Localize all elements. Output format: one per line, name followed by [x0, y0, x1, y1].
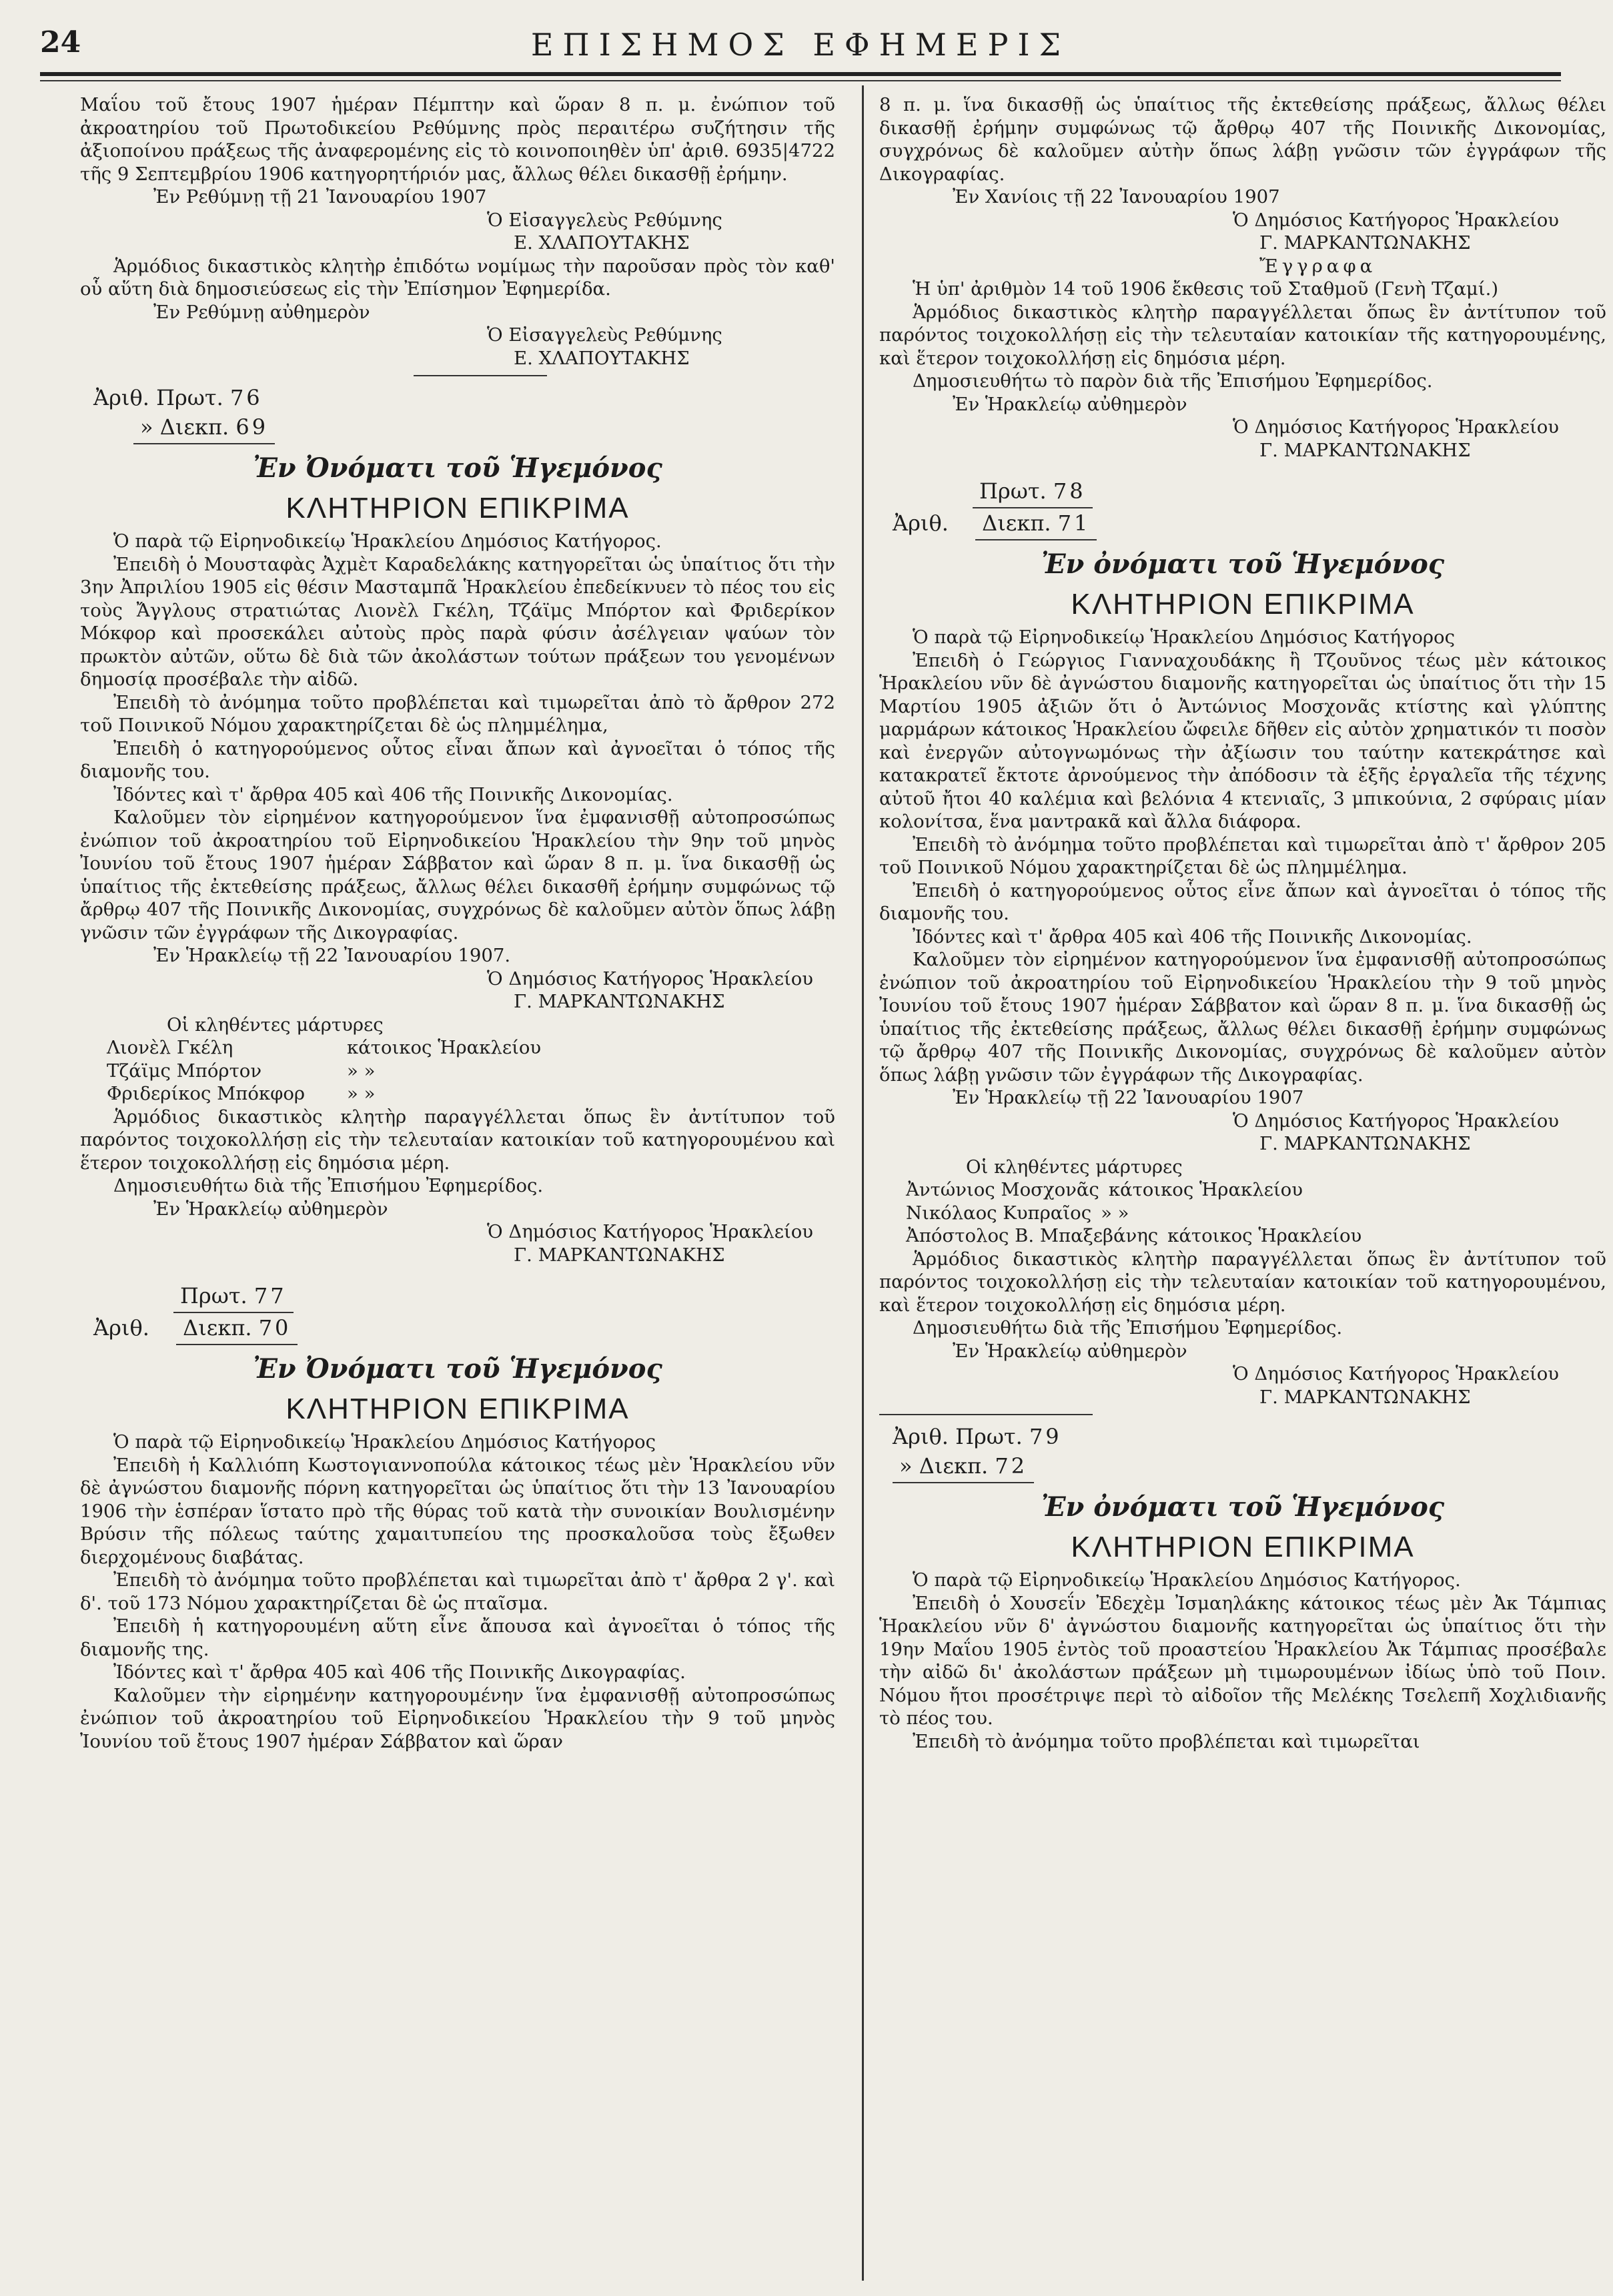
paragraph: Καλοῦμεν τὴν εἰρημένην κατηγορουμένην ἵνα ἐμφανισθῇ αὐτοπροσώπως ἐνώπιον τοῦ ἀκροατηρίου τοῦ Εἰρηνοδικείου Ἡρακλείου τὴν 9 τοῦ μηνὸς Ἰουνίου τοῦ ἔτους 1907 ἡμέραν Σάββατον καὶ ὥραν: [80, 1684, 835, 1752]
left-column: [80, 93, 835, 1753]
witness-row: [80, 1060, 835, 1083]
signature-name: Γ. ΜΑΡΚΑΝΤΩΝΑΚΗΣ: [1259, 1133, 1471, 1154]
date-line: Ἐν Ἡρακλείῳ αὐθημερὸν: [953, 393, 1187, 415]
signature-title: Ὁ Δημόσιος Κατήγορος Ἡρακλείου: [1233, 416, 1559, 438]
date-line: Ἐν Χανίοις τῇ 22 Ἰανουαρίου 1907: [953, 186, 1280, 208]
signature-title: Ὁ Δημόσιος Κατήγορος Ἡρακλείου: [1233, 209, 1559, 231]
signature-title: Ὁ Δημόσιος Κατήγορος Ἡρακλείου: [1233, 1363, 1559, 1385]
date-line: Ἐν Ἡρακλείῳ τῇ 22 Ἰανουαρίου 1907: [953, 1087, 1304, 1108]
witness-residence: » »: [347, 1060, 376, 1082]
reference-numbers: [893, 1422, 1606, 1483]
ref-diekp-label: » Διεκπ.: [899, 1453, 989, 1479]
ref-prot-label: Πρωτ.: [180, 1283, 247, 1308]
paragraph: Μαΐου τοῦ ἔτους 1907 ἡμέραν Πέμπτην καὶ ὥραν 8 π. μ. ἐνώπιον τοῦ ἀκροατηρίου τοῦ Πρωτοδικείου Ρεθύμνης πρὸς περαιτέρω συζήτησιν τῆς ἀξιοποίνου πράξεως τῆς ἀναφερομένης εἰς τὸ κοινοποιηθὲν ὑπ' ἀριθ. 6935|4722 τῆς 9 Σεπτεμβρίου 1906 κατηγορητήριόν μας, ἄλλως θέλει δικασθῇ ἐρήμην.: [80, 94, 835, 185]
ref-diekp-value: 71: [1057, 510, 1091, 536]
ref-diekp-value: 72: [995, 1453, 1028, 1479]
signature-name: Γ. ΜΑΡΚΑΝΤΩΝΑΚΗΣ: [1259, 232, 1471, 254]
document-heading: ΚΛΗΤΗΡΙΟΝ ΕΠΙΚΡΙΜΑ: [286, 1393, 630, 1425]
header-rule: [40, 72, 1561, 76]
witness-residence: κάτοικος Ἡρακλείου: [1167, 1225, 1362, 1246]
paragraph: Ὁ παρὰ τῷ Εἰρηνοδικείῳ Ἡρακλείου Δημόσιος Κατήγορος.: [113, 530, 662, 552]
reference-numbers: [893, 476, 1606, 540]
ref-diekp-label: Διεκπ.: [982, 510, 1051, 536]
document-heading: ΚΛΗΤΗΡΙΟΝ ΕΠΙΚΡΙΜΑ: [286, 492, 630, 524]
date-line: Ἐν Ρεθύμνῃ αὐθημερὸν: [153, 301, 370, 323]
invocation: Ἐν Ὀνόματι τοῦ Ἡγεμόνος: [253, 1353, 662, 1385]
section-rule: [879, 1414, 1093, 1415]
ref-prot-label: Πρωτ.: [979, 478, 1047, 504]
paragraph: Ἐπειδὴ τὸ ἀνόμημα τοῦτο προβλέπεται καὶ τιμωρεῖται ἀπὸ τ' ἄρθρον 205 τοῦ Ποινικοῦ Νόμου χαρακτηρίζεται δὲ ὡς πλημμέλημα.: [879, 833, 1606, 878]
ref-diekp-label: Διεκπ.: [183, 1315, 252, 1341]
paragraph: Ὁ παρὰ τῷ Εἰρηνοδικείῳ Ἡρακλείου Δημόσιος Κατήγορος.: [913, 1569, 1461, 1591]
ref-arith-label: Ἀριθ.: [893, 510, 949, 536]
paragraph: Ὁ παρὰ τῷ Εἰρηνοδικείῳ Ἡρακλείου Δημόσιος Κατήγορος: [913, 627, 1455, 648]
paragraph: 8 π. μ. ἵνα δικασθῇ ὡς ὑπαίτιος τῆς ἐκτεθείσης πράξεως, ἄλλως θέλει δικασθῇ ἐρήμην συμφώνως τῷ ἄρθρῳ 407 τῆς Ποινικῆς Δικονομίας, συγχρόνως δὲ καλοῦμεν αὐτὴν ὅπως λάβῃ γνῶσιν τῶν ἐγγράφων τῆς Δικογραφίας.: [879, 94, 1606, 185]
paragraph: Ἁρμόδιος δικαστικὸς κλητὴρ ἐπιδότω νομίμως τὴν παροῦσαν πρὸς τὸν καθ' οὗ αὕτη διὰ δημοσιεύσεως εἰς τὴν Ἐπίσημον Ἐφημερίδα.: [80, 255, 835, 300]
document-heading: ΚΛΗΤΗΡΙΟΝ ΕΠΙΚΡΙΜΑ: [1071, 588, 1415, 621]
ref-prot-value: 79: [1029, 1424, 1062, 1449]
ref-prot-value: 78: [1053, 478, 1086, 504]
paragraph: Ἐπειδὴ ὁ Χουσεΐν Ἐδεχὲμ Ἰσμαηλάκης κάτοικος τέως μὲν Ἀκ Τάμπιας Ἡρακλείου νῦν δ' ἀγνώστου διαμονῆς κατηγορεῖται ὡς ὑπαίτιος ὅτι τὴν 19ην Μαΐου 1905 ἐντὸς τοῦ προαστείου Ἡρακλείου Ἀκ Τάμπιας προσέβαλε τὴν αἰδῶ δι' ἀκολάστων πράξεων μὴ τιμωρουμένων ἰδίως ὑπὸ τοῦ Ποιν. Νόμου ἤτοι προσέτριψε περὶ τὸ αἰδοῖον τῆς Μελέκης Τσελεπῆ Χοχλιδιανῆς τὸ πέος του.: [879, 1592, 1606, 1729]
document-heading: ΚΛΗΤΗΡΙΟΝ ΕΠΙΚΡΙΜΑ: [1071, 1531, 1415, 1563]
reference-numbers: [93, 1281, 835, 1345]
right-column: [879, 93, 1606, 1753]
paragraph: Ἰδόντες καὶ τ' ἄρθρα 405 καὶ 406 τῆς Ποινικῆς Δικονομίας.: [113, 783, 673, 805]
witness-name: Νικόλαος Κυπραῖος: [906, 1202, 1092, 1224]
witness-name: Ἀντώνιος Μοσχονᾶς: [906, 1179, 1099, 1200]
paragraph: Ἐπειδὴ τὸ ἀνόμημα τοῦτο προβλέπεται καὶ τιμωρεῖται: [913, 1730, 1420, 1752]
paragraph: Καλοῦμεν τὸν εἰρημένον κατηγορούμενον ἵνα ἐμφανισθῇ αὐτοπροσώπως ἐνώπιον τοῦ ἀκροατηρίου τοῦ Εἰρηνοδικείου Ἡρακλείου τὴν 9ην τοῦ μηνὸς Ἰουνίου τοῦ ἔτους 1907 ἡμέραν Σάββατον καὶ ὥραν 8 π. μ. ἵνα δικασθῇ ὡς ὑπαίτιος τῆς ἐκτεθείσης πράξεως, ἄλλως θέλει δικασθῆ ἐρήμην συμφώνως τῷ ἄρθρῳ 407 τῆς Ποινικῆς Δικονομίας, συγχρόνως δὲ καλοῦμεν αὐτὸν ὅπως λάβῃ γνῶσιν τῶν ἐγγράφων τῆς Δικογραφίας.: [80, 807, 835, 943]
invocation: Ἐν ὀνόματι τοῦ Ἡγεμόνος: [1041, 548, 1445, 580]
ref-diekp-value: 69: [235, 414, 269, 440]
witnesses-title: Οἱ κληθέντες μάρτυρες: [966, 1156, 1183, 1178]
reference-numbers: [93, 383, 835, 444]
signature-title: Ὁ Δημόσιος Κατήγορος Ἡρακλείου: [487, 968, 813, 990]
paragraph: Ἐπειδὴ τὸ ἀνόμημα τοῦτο προβλέπεται καὶ τιμωρεῖται ἀπὸ τ' ἄρθρα 2 γ'. καὶ δ'. τοῦ 173 Νόμου χαρακτηρίζεται δὲ ὡς πταῖσμα.: [80, 1569, 835, 1614]
ref-diekp-value: 70: [258, 1315, 292, 1341]
witness-residence: κάτοικος Ἡρακλείου: [1108, 1179, 1303, 1200]
paragraph: Ἐπειδὴ τὸ ἀνόμημα τοῦτο προβλέπεται καὶ τιμωρεῖται ἀπὸ τὸ ἄρθρον 272 τοῦ Ποινικοῦ Νόμου χαρακτηρίζεται δὲ ὡς πλημμέλημα,: [80, 691, 835, 736]
witness-name: Φριδερίκος Μπόκφορ: [107, 1083, 306, 1104]
paragraph: Ἰδόντες καὶ τ' ἄρθρα 405 καὶ 406 τῆς Ποινικῆς Δικογραφίας.: [113, 1661, 686, 1683]
witness-row: [879, 1224, 1606, 1248]
ref-prot-value: 76: [229, 385, 263, 410]
witness-residence: » »: [1101, 1202, 1129, 1224]
masthead-title: ΕΠΙΣΗΜΟΣ ΕΦΗΜΕΡΙΣ: [530, 27, 1071, 63]
signature-name: Ε. ΧΛΑΠΟΥΤΑΚΗΣ: [514, 347, 690, 369]
header-rule-thin: [40, 80, 1561, 81]
witness-name: Λιονὲλ Γκέλη: [107, 1037, 233, 1058]
witnesses-title: Οἱ κληθέντες μάρτυρες: [167, 1014, 384, 1036]
paragraph: Ἐπειδὴ ὁ κατηγορούμενος οὗτος εἶναι ἄπων καὶ ἀγνοεῖται ὁ τόπος τῆς διαμονῆς του.: [80, 737, 835, 782]
witness-name: Ἀπόστολος Β. Μπαξεβάνης: [906, 1225, 1159, 1246]
paragraph: Ἁρμόδιος δικαστικὸς κλητὴρ παραγγέλλεται ὅπως ἓν ἀντίτυπον τοῦ παρόντος τοιχοκολλήσῃ εἰς τὴν τελευταίαν κατοικίαν τοῦ κατηγορουμένου καὶ ἕτερον τοιχοκολλήσῃ εἰς δημόσια μέρη.: [80, 1106, 835, 1174]
witness-name: Τζάϊμς Μπόρτον: [107, 1060, 262, 1082]
signature-title: Ὁ Δημόσιος Κατήγορος Ἡρακλείου: [487, 1221, 813, 1242]
page-number: 24: [40, 25, 81, 59]
witness-row: [879, 1178, 1606, 1202]
ref-arith-label: Ἀριθ.: [93, 1315, 149, 1341]
paragraph: Δημοσιευθήτω τὸ παρὸν διὰ τῆς Ἐπισήμου Ἐφημερίδος.: [913, 370, 1433, 392]
witness-row: [80, 1082, 835, 1106]
ref-prot-label: Ἀριθ. Πρωτ.: [93, 385, 223, 410]
date-line: Ἐν Ἡρακλείῳ αὐθημερὸν: [953, 1340, 1187, 1362]
column-divider: [862, 85, 864, 2281]
paragraph: Ἡ ὑπ' ἀριθμὸν 14 τοῦ 1906 ἔκθεσις τοῦ Σταθμοῦ (Γενὴ Τζαμί.): [913, 278, 1499, 300]
ref-prot-value: 77: [253, 1283, 287, 1308]
paragraph: Ἁρμόδιος δικαστικὸς κλητὴρ παραγγέλλεται ὅπως ἓν ἀντίτυπον τοῦ παρόντος τοιχοκολλήσῃ εἰς τὴν τελευταίαν κατοικίαν τῆς κατηγορουμένης, καὶ ἕτερον τοιχοκολλήσῃ εἰς δημόσια μέρη.: [879, 301, 1606, 369]
paragraph: Ἐπειδὴ ἡ Καλλιόπη Κωστογιαννοπούλα κάτοικος τέως μὲν Ἡρακλείου νῦν δὲ ἀγνώστου διαμονῆς πόρνη κατηγορεῖται ὡς ὑπαίτιος ὅτι τὴν 13 Ἰανουαρίου 1906 τὴν ἑσπέραν ἵστατο πρὸ τῆς θύρας τοῦ κατὰ τὴν συνοικίαν Βουλισμένην Βρύσιν τῆς πόλεως ταύτης χαμαιτυπείου της προσκαλοῦσα τοὺς ἔξωθεν διερχομένους διαβάτας.: [80, 1454, 835, 1568]
paragraph: Ἐπειδὴ ἡ κατηγορουμένη αὕτη εἶνε ἄπουσα καὶ ἀγνοεῖται ὁ τόπος τῆς διαμονῆς της.: [80, 1615, 835, 1660]
documents-label: Ἔγγραφα: [1259, 255, 1377, 277]
date-line: Ἐν Ἡρακλείῳ αὐθημερὸν: [153, 1198, 388, 1220]
witness-row: [879, 1202, 1606, 1225]
signature-name: Ε. ΧΛΑΠΟΥΤΑΚΗΣ: [514, 232, 690, 254]
paragraph: Ἁρμόδιος δικαστικὸς κλητὴρ παραγγέλλεται ὅπως ἓν ἀντίτυπον τοῦ παρόντος τοιχοκολλήσῃ εἰς τὴν τελευταίαν κατοικίαν τοῦ κατηγορουμένου, καὶ ἕτερον τοιχοκολλήσῃ εἰς δημόσια μέρη.: [879, 1248, 1606, 1316]
witness-residence: » »: [347, 1083, 376, 1104]
paragraph: Ἐπειδὴ ὁ Γεώργιος Γιανναχουδάκης ἢ Τζουῦνος τέως μὲν κάτοικος Ἡρακλείου νῦν δὲ ἀγνώστου διαμονῆς κατηγορεῖται ὡς ὑπαίτιος ὅτι τὴν 15 Μαρτίου 1905 ἀξιῶν ὅτι ὁ Ἀντώνιος Μοσχονᾶς κτίστης καὶ γλύπτης μαρμάρων κάτοικος Ἡρακλείου ὤφειλε δῆθεν εἰς αὐτὸν χρηματικόν τι ποσὸν καὶ ἐνεργῶν αὐτογνωμόνως τὴν ἀξίωσιν του ταύτην κατεκράτησε καὶ κατακρατεῖ ἔκτοτε ἀρνούμενος τὴν ἀπόδοσιν τὰ ἑξῆς ἐργαλεῖα τῆς τέχνης αὐτοῦ ἤτοι 40 καλέμια καὶ βελόνια 4 κτενιαῖς, 3 μπικούνια, 2 σφύραις μίαν κολονίτσα, ἕνα μαντρακᾶ καὶ ἄλλα διάφορα.: [879, 649, 1606, 832]
paragraph: Δημοσιευθήτω διὰ τῆς Ἐπισήμου Ἐφημερίδος.: [113, 1175, 544, 1196]
signature-title: Ὁ Εἰσαγγελεὺς Ρεθύμνης: [487, 209, 722, 231]
paragraph: Ἐπειδὴ ὁ κατηγορούμενος οὗτος εἶνε ἄπων καὶ ἀγνοεῖται ὁ τόπος τῆς διαμονῆς του.: [879, 879, 1606, 924]
date-line: Ἐν Ρεθύμνῃ τῇ 21 Ἰανουαρίου 1907: [153, 186, 487, 208]
signature-name: Γ. ΜΑΡΚΑΝΤΩΝΑΚΗΣ: [514, 1244, 725, 1266]
witness-residence: κάτοικος Ἡρακλείου: [347, 1037, 542, 1058]
signature-title: Ὁ Εἰσαγγελεὺς Ρεθύμνης: [487, 324, 722, 346]
invocation: Ἐν ὀνόματι τοῦ Ἡγεμόνος: [1041, 1491, 1445, 1523]
date-line: Ἐν Ἡρακλείῳ τῇ 22 Ἰανουαρίου 1907.: [153, 945, 511, 966]
paragraph: Ἰδόντες καὶ τ' ἄρθρα 405 καὶ 406 τῆς Ποινικῆς Δικονομίας.: [913, 925, 1472, 947]
ref-diekp-label: » Διεκπ.: [140, 414, 229, 440]
paragraph: Δημοσιευθήτω διὰ τῆς Ἐπισήμου Ἐφημερίδος.: [913, 1317, 1343, 1338]
witness-row: [80, 1036, 835, 1060]
paragraph: Καλοῦμεν τὸν εἰρημένον κατηγορούμενον ἵνα ἐμφανισθῇ αὐτοπροσώπως ἐνώπιον τοῦ ἀκροατηρίου τοῦ Εἰρηνοδικείου Ἡρακλείου τὴν 9 τοῦ μηνὸς Ἰουνίου τοῦ ἔτους 1907 ἡμέραν Σάββατον καὶ ὥραν 8 π. μ. ἵνα δικασθῇ ὡς ὑπαίτιος τῆς ἐκτεθείσης πράξεως, ἄλλως θέλει δικασθῇ ἐρήμην συμφώνως τῷ ἄρθρῳ 407 τῆς Ποινικῆς Δικονομίας, συγχρόνως δὲ καλοῦμεν αὐτὸν ὅπως λάβῃ γνῶσιν τῶν ἐγγράφων τῆς Δικογραφίας.: [879, 949, 1606, 1086]
signature-name: Γ. ΜΑΡΚΑΝΤΩΝΑΚΗΣ: [514, 991, 725, 1012]
signature-name: Γ. ΜΑΡΚΑΝΤΩΝΑΚΗΣ: [1259, 1386, 1471, 1408]
invocation: Ἐν Ὀνόματι τοῦ Ἡγεμόνος: [253, 452, 662, 484]
page-header: [40, 19, 1561, 72]
paragraph: Ὁ παρὰ τῷ Εἰρηνοδικείῳ Ἡρακλείου Δημόσιος Κατήγορος: [113, 1431, 656, 1453]
signature-title: Ὁ Δημόσιος Κατήγορος Ἡρακλείου: [1233, 1110, 1559, 1132]
signature-name: Γ. ΜΑΡΚΑΝΤΩΝΑΚΗΣ: [1259, 439, 1471, 461]
ref-prot-label: Ἀριθ. Πρωτ.: [893, 1424, 1023, 1449]
paragraph: Ἐπειδὴ ὁ Μουσταφὰς Ἀχμὲτ Καραδελάκης κατηγορεῖται ὡς ὑπαίτιος ὅτι τὴν 3ην Ἀπριλίου 1905 εἰς θέσιν Μασταμπᾶ Ἡρακλείου ἐπεδείκνυεν τὸ πέος του εἰς τοὺς Ἄγγλους στρατιώτας Λιονὲλ Γκέλη, Τζάϊμς Μπόρτον καὶ Φριδερίκον Μόκφορ καὶ προσεκάλει αὐτοὺς πρὸς παρὰ φύσιν ἀσέλγειαν ψαύων τὸν πρωκτὸν αὐτῶν, οὕτω δὲ διὰ τῶν ἀκολάστων τούτων πράξεων του γενομένων δημοσίᾳ προσέβαλε τὴν αἰδῶ.: [80, 553, 835, 690]
section-rule: [414, 375, 547, 376]
